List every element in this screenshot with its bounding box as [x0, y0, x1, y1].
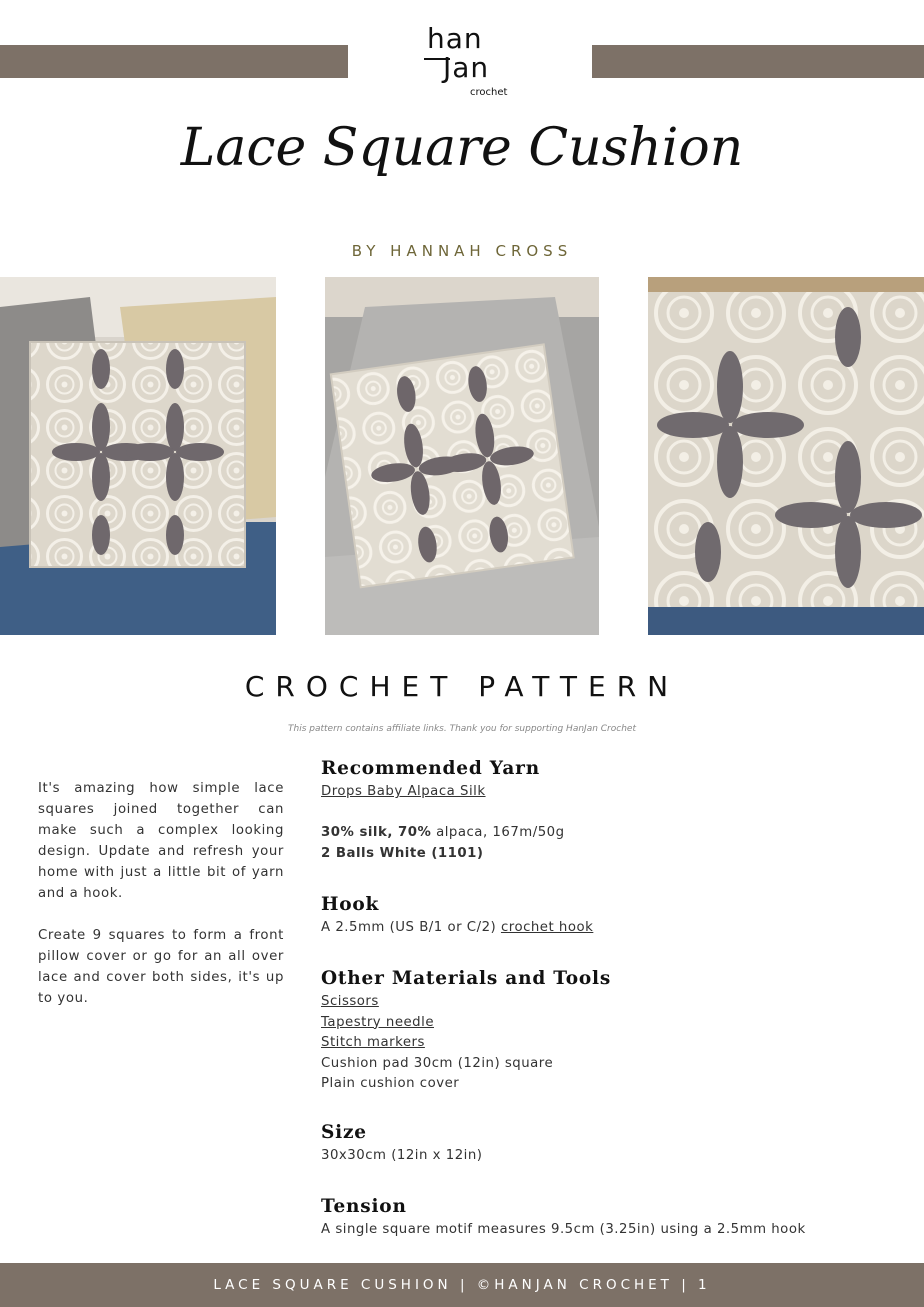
logo-crochet: crochet [470, 87, 508, 98]
yarn-link[interactable]: Drops Baby Alpaca Silk [321, 784, 486, 799]
crochet-hook-link[interactable]: crochet hook [500, 920, 594, 935]
cushion-photo-grey-chair [325, 277, 599, 635]
cushion-cover-item: Plain cushion cover [321, 1076, 460, 1091]
hanjan-logo [424, 24, 520, 100]
section-hook [321, 892, 881, 939]
footer-bar: LACE SQUARE CUSHION | ©HANJAN CROCHET | 1 [0, 1263, 924, 1307]
byline: BY HANNAH CROSS [351, 242, 573, 260]
hook-text: A 2.5mm (US B/1 or C/2) [321, 920, 501, 935]
yarn-composition [321, 823, 881, 844]
materials-heading: Other Materials and Tools [321, 968, 612, 989]
section-tension [321, 1194, 881, 1241]
tension-text: A single square motif measures 9.5cm (3.25in) using a 2.5mm hook [321, 1222, 806, 1237]
stitch-markers-link[interactable]: Stitch markers [321, 1035, 425, 1050]
size-text: 30x30cm (12in x 12in) [321, 1148, 483, 1163]
section-materials [321, 966, 881, 1095]
affiliate-note: This pattern contains affiliate links. Thank you for supporting HanJan Crochet [288, 724, 636, 734]
yarn-silk-bold: 30% silk, 70% [321, 825, 432, 840]
yarn-balls: 2 Balls White (1101) [321, 845, 484, 861]
intro-paragraph-1: It's amazing how simple lace squares joined together can make such a complex looking design. Update and refresh your home with just a little bit of yarn and a hook. [38, 781, 284, 901]
cushion-photo-closeup [648, 277, 924, 635]
cushion-pad-item: Cushion pad 30cm (12in) square [321, 1055, 554, 1071]
header-band-right [592, 45, 924, 78]
section-yarn [321, 756, 881, 864]
intro-text [38, 778, 284, 1030]
section-size [321, 1120, 881, 1167]
yarn-heading: Recommended Yarn [321, 758, 540, 779]
logo-jan: Jan [443, 51, 490, 84]
yarn-composition-rest: alpaca, 167m/50g [431, 825, 565, 840]
crochet-pattern-heading: CROCHET PATTERN [244, 670, 680, 703]
header-band-left [0, 45, 348, 78]
logo-han: han [427, 22, 483, 55]
hook-heading: Hook [321, 894, 380, 915]
scissors-link[interactable]: Scissors [321, 994, 379, 1009]
page-title: Lace Square Cushion [180, 118, 744, 178]
tension-heading: Tension [321, 1196, 407, 1217]
size-heading: Size [321, 1122, 367, 1143]
tapestry-needle-link[interactable]: Tapestry needle [321, 1014, 434, 1030]
intro-paragraph-2: Create 9 squares to form a front pillow cover or go for an all over lace and cover both sides, it's up to you. [38, 928, 284, 1006]
cushion-photo-sofa [0, 277, 276, 635]
